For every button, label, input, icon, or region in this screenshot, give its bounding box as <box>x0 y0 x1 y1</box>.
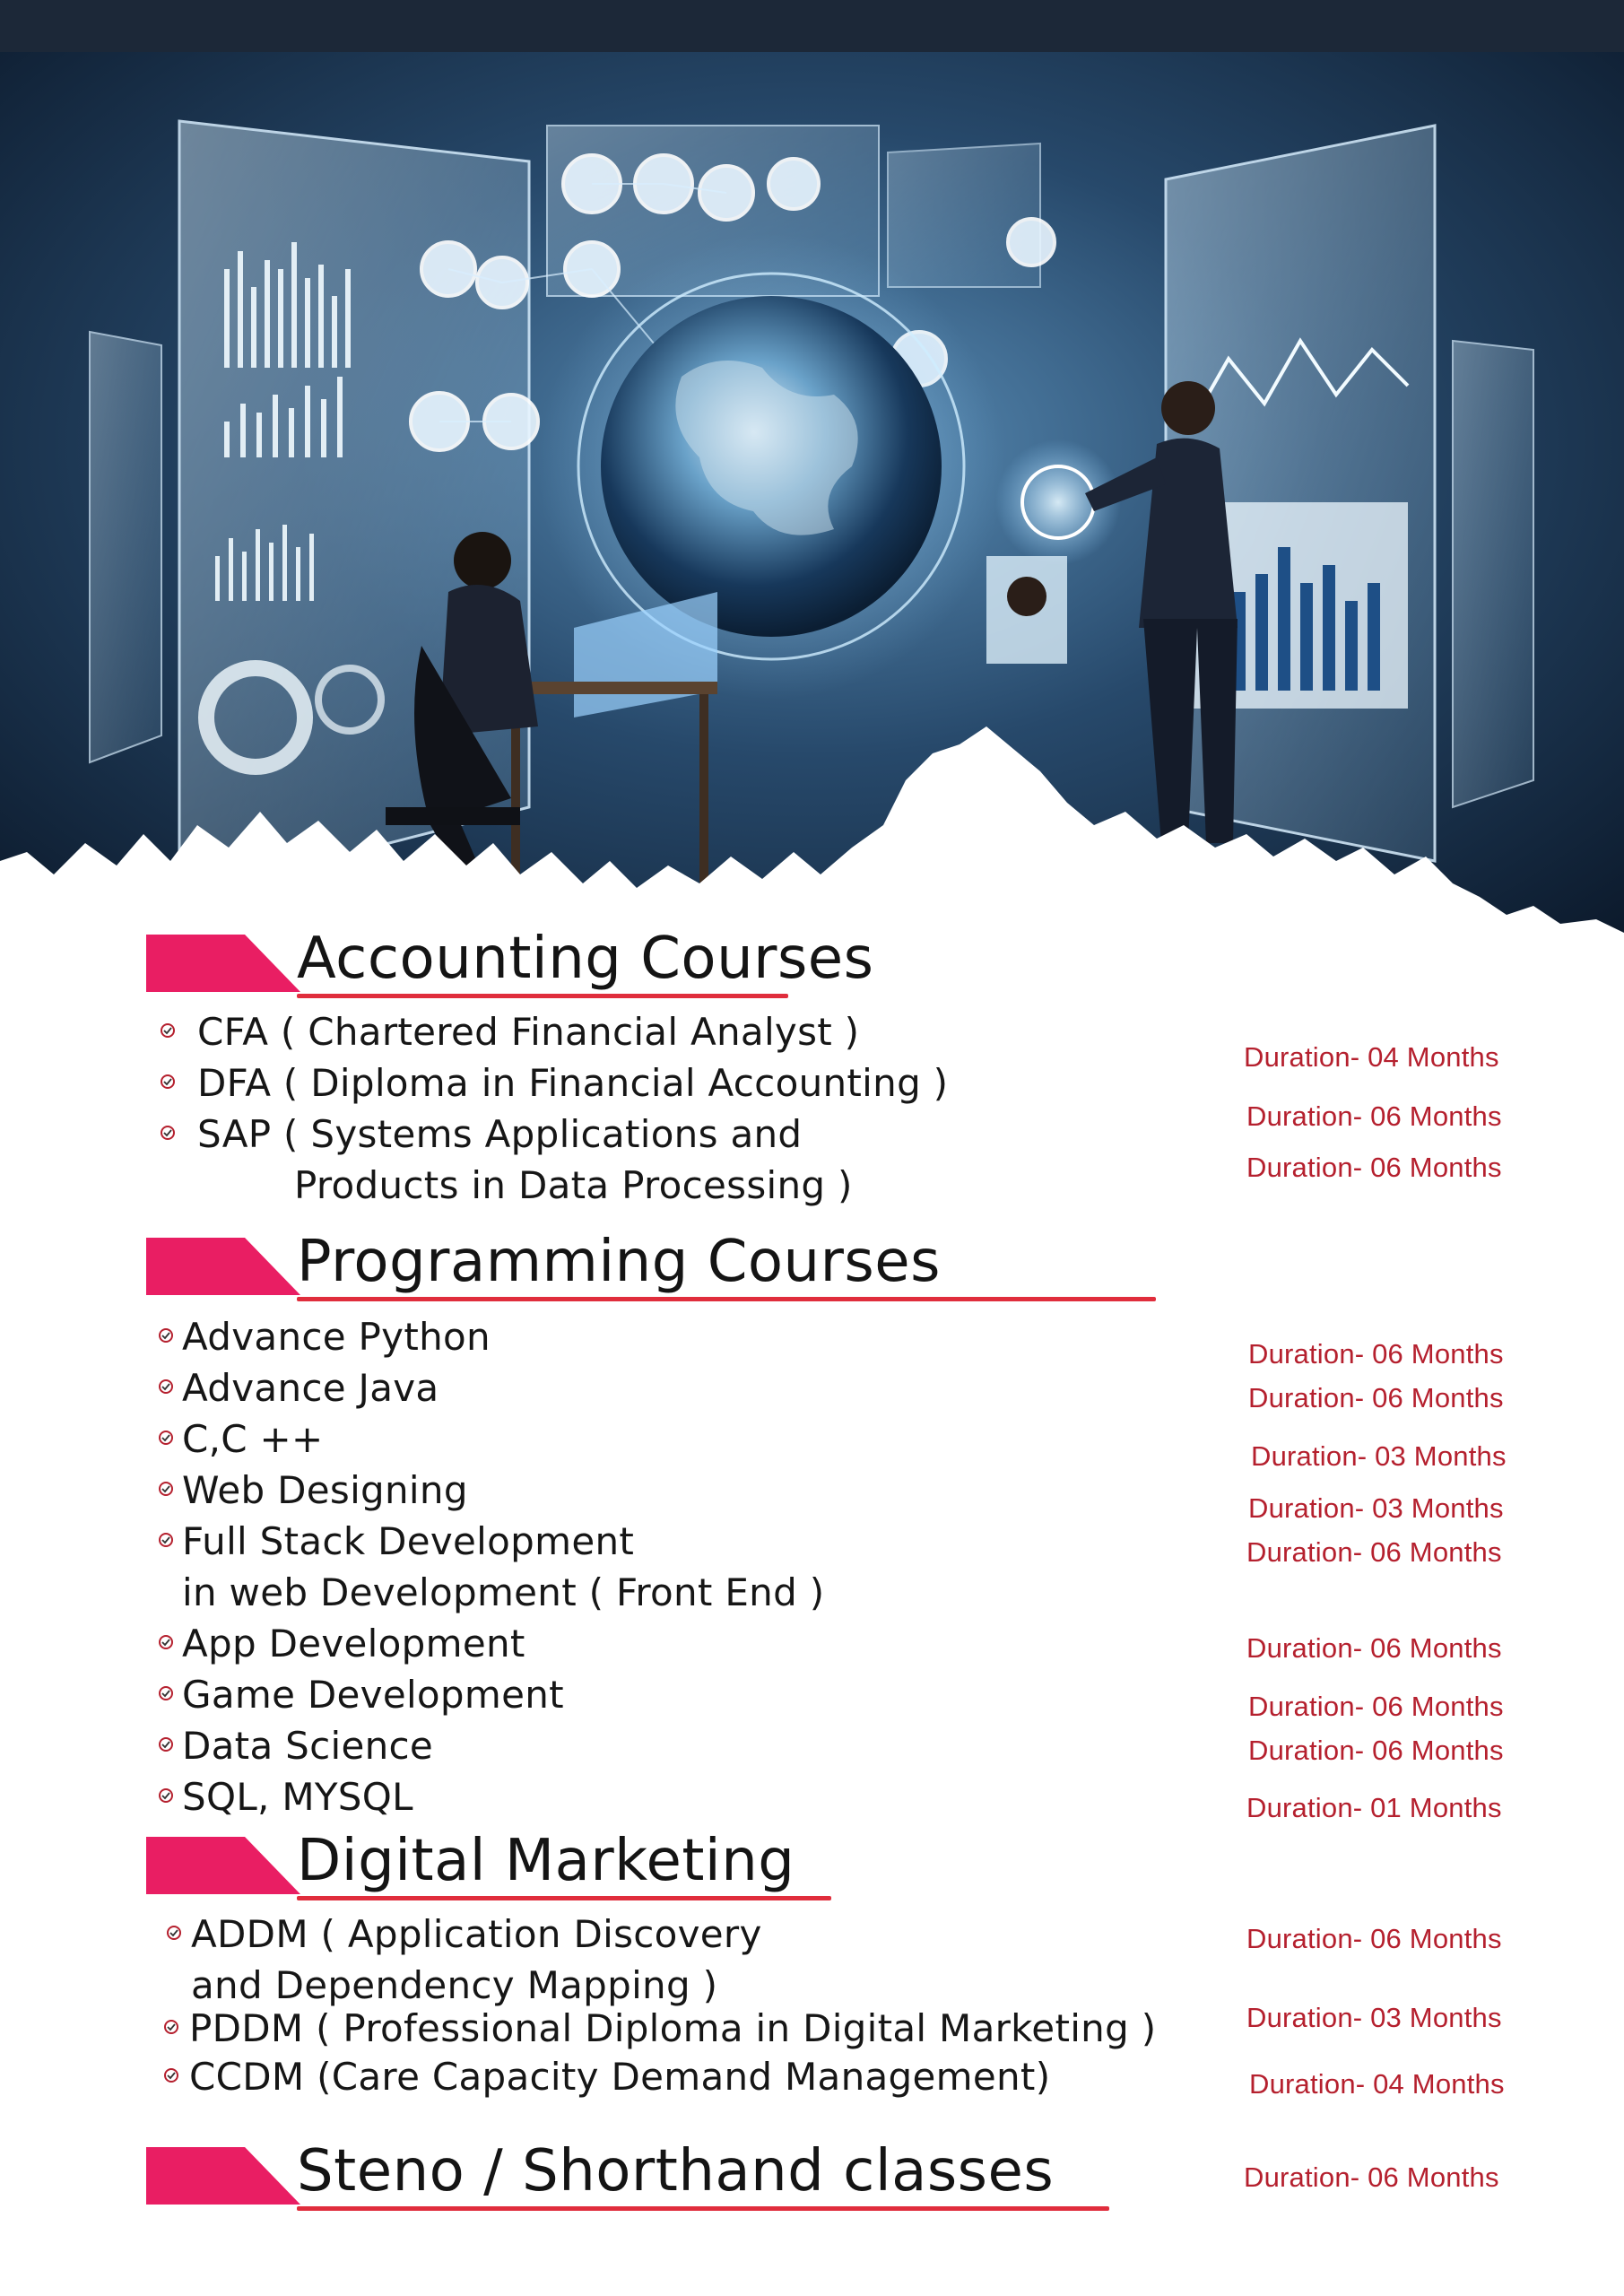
course-name: ADDM ( Application Discovery <box>191 1912 762 1956</box>
pink-flag-decoration <box>146 935 300 992</box>
duration-label: Duration- 03 Months <box>1251 1440 1507 1472</box>
course-name: SAP ( Systems Applications and <box>197 1112 803 1156</box>
section-title: Steno / Shorthand classes <box>297 2138 1055 2205</box>
course-name: C,C ++ <box>182 1417 324 1461</box>
duration-label: Duration- 06 Months <box>1248 1691 1504 1722</box>
course-name: Data Science <box>182 1724 434 1768</box>
title-underline <box>297 994 788 998</box>
check-circle-icon <box>158 1481 174 1497</box>
duration-label: Duration- 03 Months <box>1248 1492 1504 1524</box>
title-underline <box>297 1896 831 1900</box>
section-header <box>146 1828 1043 1898</box>
course-name: SQL, MYSQL <box>182 1775 413 1819</box>
duration-label: Duration- 06 Months <box>1246 1100 1502 1132</box>
course-name: Advance Python <box>182 1315 491 1359</box>
course-name: Web Designing <box>182 1468 468 1512</box>
section-header <box>146 1229 1043 1299</box>
pink-flag-decoration <box>146 1238 300 1295</box>
check-circle-icon <box>158 1378 174 1395</box>
course-name: DFA ( Diploma in Financial Accounting ) <box>197 1061 949 1105</box>
check-circle-icon <box>158 1327 174 1344</box>
section-title: Digital Marketing <box>297 1828 795 1894</box>
check-circle-icon <box>160 1074 176 1090</box>
course-name: CFA ( Chartered Financial Analyst ) <box>197 1010 860 1054</box>
course-name-continued: Products in Data Processing ) <box>294 1163 853 1207</box>
duration-label: Duration- 03 Months <box>1246 2002 1502 2033</box>
course-name: Full Stack Development <box>182 1519 635 1563</box>
check-circle-icon <box>160 1022 176 1039</box>
duration-label: Duration- 06 Months <box>1248 1382 1504 1413</box>
check-circle-icon <box>158 1685 174 1701</box>
hero-illustration <box>0 0 1624 987</box>
section-title: Programming Courses <box>297 1229 941 1295</box>
course-name: App Development <box>182 1622 525 1665</box>
hero-artwork <box>0 0 1624 987</box>
duration-label: Duration- 06 Months <box>1246 1923 1502 1954</box>
check-circle-icon <box>163 2019 179 2035</box>
section-title: Accounting Courses <box>297 926 874 992</box>
duration-label: Duration- 04 Months <box>1249 2068 1505 2100</box>
duration-label: Duration- 06 Months <box>1246 1536 1502 1568</box>
check-circle-icon <box>158 1532 174 1548</box>
title-underline <box>297 1297 1156 1301</box>
section-header <box>146 926 1043 996</box>
course-name: CCDM (Care Capacity Demand Management) <box>189 2055 1051 2099</box>
course-name: Advance Java <box>182 1366 439 1410</box>
title-underline <box>297 2206 1109 2211</box>
course-name: PDDM ( Professional Diploma in Digital Marketing ) <box>189 2006 1157 2050</box>
duration-label: Duration- 06 Months <box>1248 1338 1504 1370</box>
duration-label: Duration- 06 Months <box>1246 1632 1502 1664</box>
duration-label: Duration- 06 Months <box>1246 1152 1502 1183</box>
duration-label: Duration- 06 Months <box>1248 1735 1504 1766</box>
section-header <box>146 2138 1055 2208</box>
check-circle-icon <box>158 1787 174 1804</box>
check-circle-icon <box>158 1430 174 1446</box>
pink-flag-decoration <box>146 2147 300 2205</box>
course-name-continued: in web Development ( Front End ) <box>182 1570 825 1614</box>
course-name-continued: and Dependency Mapping ) <box>191 1963 718 2007</box>
duration-label: Duration- 06 Months <box>1244 2161 1499 2193</box>
duration-label: Duration- 04 Months <box>1244 1041 1499 1073</box>
duration-label: Duration- 01 Months <box>1246 1792 1502 1823</box>
pink-flag-decoration <box>146 1837 300 1894</box>
check-circle-icon <box>158 1736 174 1752</box>
check-circle-icon <box>166 1925 182 1941</box>
course-name: Game Development <box>182 1673 564 1717</box>
check-circle-icon <box>158 1634 174 1650</box>
check-circle-icon <box>160 1125 176 1141</box>
check-circle-icon <box>163 2067 179 2083</box>
